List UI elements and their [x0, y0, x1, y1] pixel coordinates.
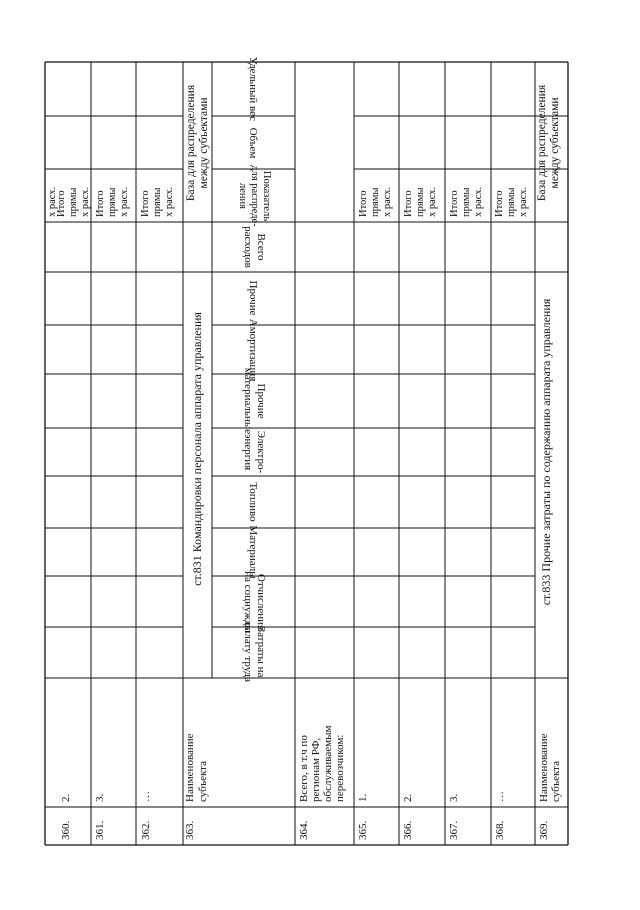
row-name: Наименование: [538, 733, 550, 802]
row-number: 369.: [538, 820, 550, 840]
itogo-label: Итого: [56, 190, 67, 217]
header-fuel: Топливо: [247, 482, 259, 522]
row-name: 3.: [448, 793, 460, 802]
itogo-label: х расх.: [119, 186, 130, 217]
section-833-title: ст.833 Прочие затраты по содержанию аппарата управления: [539, 298, 553, 606]
itogo-label: х расх.: [164, 186, 175, 217]
row-number: 368.: [494, 820, 506, 840]
itogo-label: прямы: [415, 187, 426, 217]
itogo-label: прямы: [152, 187, 163, 217]
header-volume: Объем: [247, 127, 259, 159]
row-number: 367.: [448, 820, 460, 840]
itogo-label: х расх.: [427, 186, 438, 217]
header-energy: энергия: [242, 433, 254, 471]
itogo-label: х расх.: [47, 186, 58, 217]
header-materials: Материалы: [247, 525, 259, 579]
row-name: 2.: [402, 793, 414, 802]
header-total: Всего: [255, 233, 267, 261]
itogo-label: прямы: [370, 187, 381, 217]
itogo-label: х расх.: [518, 186, 529, 217]
itogo-labels: [47, 187, 529, 217]
section-831-title: ст.831 Командировки персонала аппарата управления: [190, 312, 204, 586]
section-833-base: между субъектами: [549, 97, 561, 189]
section-833-base: База для распределения: [536, 84, 548, 202]
header-indicator: для распреде-: [249, 165, 260, 227]
row-number: 360.: [60, 820, 72, 840]
row-number: 362.: [140, 820, 152, 840]
row-name: 3.: [94, 793, 106, 802]
header-depreciation: Амортизация: [247, 318, 259, 382]
itogo-label: прямы: [107, 187, 118, 217]
row-number: 364.: [298, 820, 310, 840]
row-name: регионам РФ,: [310, 737, 322, 802]
row-number: 365.: [357, 820, 369, 840]
row-name: Наименование: [184, 733, 196, 802]
row-name: 1.: [357, 793, 369, 802]
itogo-label: Итого: [140, 190, 151, 217]
row-name: Всего, в т.ч по: [298, 735, 310, 802]
itogo-label: Итого: [494, 190, 505, 217]
header-indicator: ления: [237, 183, 248, 209]
row-name: субъекта: [197, 760, 209, 802]
row-name: …: [140, 791, 152, 802]
row-numbers: [60, 821, 550, 841]
itogo-label: прямы: [506, 187, 517, 217]
header-other-materials: материальные: [242, 367, 254, 435]
itogo-label: х расх.: [473, 186, 484, 217]
itogo-label: Итого: [95, 190, 106, 217]
row-number: 366.: [402, 820, 414, 840]
row-names: [60, 726, 562, 802]
header-other-materials: Прочие: [255, 383, 267, 419]
column-headers: [237, 57, 272, 682]
itogo-label: прямы: [461, 187, 472, 217]
itogo-label: прямы: [68, 187, 79, 217]
header-social: на соцнужды: [242, 571, 254, 633]
itogo-label: Итого: [358, 190, 369, 217]
itogo-label: Итого: [403, 190, 414, 217]
header-other: Прочие: [247, 280, 259, 316]
header-wages: оплату труда: [242, 622, 254, 682]
row-name: обслуживаемым: [322, 725, 334, 802]
itogo-label: х расх.: [80, 186, 91, 217]
row-name: перевозчиком:: [334, 734, 346, 802]
section-831-base: База для распределения: [185, 84, 197, 202]
section-831-base: между субъектами: [198, 97, 210, 189]
header-indicator: Показатель: [261, 170, 272, 222]
header-total: расходов: [242, 226, 254, 268]
itogo-label: Итого: [449, 190, 460, 217]
header-wages: Затраты на: [255, 626, 267, 678]
itogo-label: х расх.: [382, 186, 393, 217]
header-share: Удельный вес: [247, 56, 259, 122]
row-name: субъекта: [550, 760, 562, 802]
row-number: 361.: [94, 820, 106, 840]
row-number: 363.: [184, 820, 196, 840]
row-name: 2.: [60, 793, 72, 802]
header-social: Отчисления: [255, 573, 267, 631]
header-energy: Электро-: [255, 430, 267, 474]
row-name: …: [494, 791, 506, 802]
